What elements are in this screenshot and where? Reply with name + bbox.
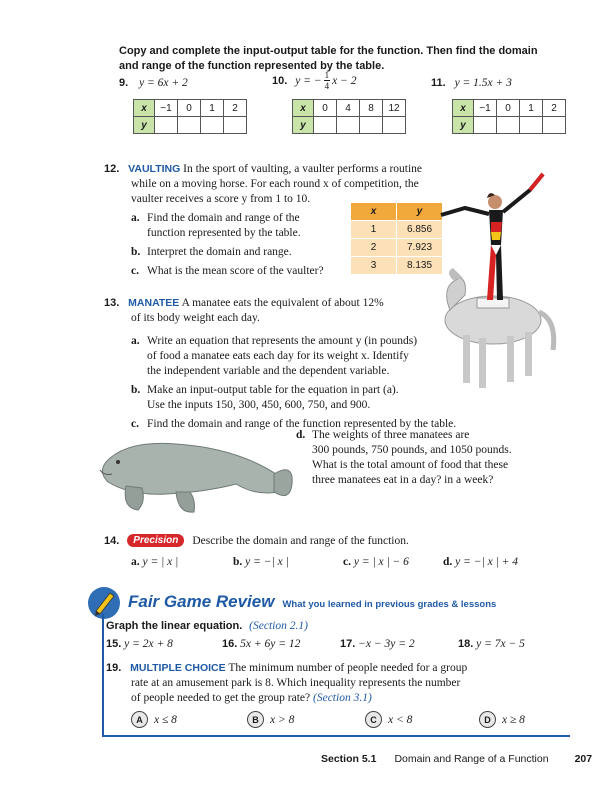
x-header: x [351, 203, 397, 221]
exercise-13-line-1: A manatee eats the equivalent of about 12% [181, 297, 384, 309]
exercise-13-part-d [296, 428, 556, 488]
option-text: x ≥ 8 [502, 713, 525, 726]
x-cell: 0 [314, 100, 337, 117]
x-cell: 1 [201, 100, 224, 117]
exercise-11-table [452, 99, 566, 134]
question-number: 19. [106, 662, 122, 674]
x-cell: −1 [155, 100, 178, 117]
table-cell: 6.856 [397, 221, 443, 239]
fair-game-title: Fair Game Review [128, 592, 275, 611]
y-cell [178, 117, 201, 134]
option-letter: B [247, 711, 264, 728]
equation: y = 2x + 8 [124, 638, 173, 650]
part-b-function: y = −| x | [245, 556, 289, 568]
part-c-function: y = | x | − 6 [353, 556, 409, 568]
section-reference: (Section 3.1) [313, 692, 372, 704]
question-keyword: MULTIPLE CHOICE [130, 662, 226, 674]
fraction-numerator: 1 [324, 70, 330, 80]
part-a-line-1: Write an equation that represents the amount y (in pounds) [147, 335, 418, 347]
linear-equation-list [106, 638, 576, 654]
y-cell [314, 117, 337, 134]
exercise-12-number: 12. [104, 163, 120, 175]
exercise-14-number: 14. [104, 534, 120, 547]
option-b[interactable] [247, 711, 294, 728]
option-a[interactable] [131, 711, 177, 728]
item-number: 16. [222, 638, 238, 650]
part-a-item [131, 556, 178, 568]
part-a-function: y = | x | [142, 556, 179, 568]
part-b-line-1: Make an input-output table for the equation in part (a). [147, 384, 399, 396]
part-b: Interpret the domain and range. [147, 246, 292, 258]
part-d-line-3: What is the total amount of food that these [312, 459, 509, 471]
manatee-illustration [86, 422, 296, 522]
exercise-13-keyword: MANATEE [128, 297, 180, 309]
exercise-9-number: 9. [119, 77, 129, 89]
part-label: c. [131, 265, 139, 277]
part-a-line-2: of food a manatee eats each day for its weight x. Identify [147, 350, 409, 362]
y-cell [543, 117, 566, 134]
option-text: x < 8 [388, 713, 413, 726]
part-d-function: y = −| x | + 4 [455, 556, 518, 568]
part-label: a. [131, 212, 140, 224]
exercise-13-parts [131, 334, 531, 432]
fair-game-subtitle: What you learned in previous grades & lessons [282, 599, 497, 610]
exercise-13-text [104, 296, 444, 326]
exercise-12-keyword: VAULTING [128, 163, 181, 175]
equation: 5x + 6y = 12 [240, 638, 301, 650]
exercise-12-line-3: vaulter receives a score y from 1 to 10. [131, 193, 311, 205]
item-number: 18. [458, 638, 474, 650]
part-b-item [233, 556, 289, 568]
list-item [340, 638, 415, 650]
page-footer [321, 753, 592, 765]
item-number: 15. [106, 638, 122, 650]
exercise-10-table [292, 99, 406, 134]
exercise-14-text: Describe the domain and range of the function. [192, 534, 409, 547]
y-header: y [453, 117, 474, 134]
y-cell [383, 117, 406, 134]
table-cell: 1 [351, 221, 397, 239]
y-cell [224, 117, 247, 134]
part-d-line-2: 300 pounds, 750 pounds, and 1050 pounds. [312, 444, 512, 456]
precision-badge: Precision [127, 534, 184, 547]
page-number: 207 [574, 753, 593, 765]
section-reference: (Section 2.1) [249, 620, 308, 632]
y-cell [497, 117, 520, 134]
part-label: b. [233, 556, 243, 568]
y-cell [520, 117, 543, 134]
option-letter: A [131, 711, 148, 728]
table-cell: 7.923 [397, 239, 443, 257]
x-cell: 12 [383, 100, 406, 117]
y-header: y [293, 117, 314, 134]
instructions: Copy and complete the input-output table for the function. Then find the domain and range of the function represented by the table. [119, 45, 538, 72]
list-item [222, 638, 300, 650]
exercise-11-header [431, 77, 512, 89]
x-cell: 8 [360, 100, 383, 117]
y-cell [201, 117, 224, 134]
part-a-line-2: function represented by the table. [147, 227, 301, 239]
exercise-9-table [133, 99, 247, 134]
x-cell: −1 [474, 100, 497, 117]
exercise-12-parts [131, 211, 361, 279]
part-a-line-1: Find the domain and range of the [147, 212, 300, 224]
part-label: d. [443, 556, 453, 568]
part-d-line-4: three manatees eat in a day? in a week? [312, 474, 494, 486]
part-c: Find the domain and range of the function represented by the table. [147, 418, 457, 430]
y-header: y [134, 117, 155, 134]
exercise-10-header [272, 70, 357, 91]
table-cell: 3 [351, 257, 397, 275]
exercise-13-number: 13. [104, 297, 120, 309]
part-label: d. [296, 429, 306, 441]
footer-title: Domain and Range of a Function [394, 753, 549, 765]
option-text: x ≤ 8 [154, 713, 177, 726]
part-c: What is the mean score of the vaulter? [147, 265, 324, 277]
exercise-12-line-1: In the sport of vaulting, a vaulter performs a routine [183, 163, 423, 175]
part-label: b. [131, 246, 141, 258]
part-c-item [343, 556, 409, 568]
y-header: y [397, 203, 443, 221]
fair-game-header [128, 592, 496, 612]
x-header: x [293, 100, 314, 117]
answer-options [131, 711, 571, 729]
y-cell [155, 117, 178, 134]
part-d-item [443, 556, 518, 568]
exercise-10-eq-right: x − 2 [332, 74, 357, 87]
footer-section: Section 5.1 [321, 753, 377, 765]
x-cell: 4 [337, 100, 360, 117]
graph-instruction [106, 620, 308, 632]
option-letter: D [479, 711, 496, 728]
exercise-14-header [104, 534, 409, 547]
option-text: x > 8 [270, 713, 295, 726]
fraction-denominator: 4 [324, 81, 330, 91]
graph-label: Graph the linear equation. [106, 620, 243, 632]
item-number: 17. [340, 638, 356, 650]
part-b-line-2: Use the inputs 150, 300, 450, 600, 750, and 900. [147, 399, 371, 411]
question-line-3: of people needed to get the group rate? [131, 692, 311, 704]
x-cell: 2 [543, 100, 566, 117]
x-header: x [134, 100, 155, 117]
question-line-1: The minimum number of people needed for a group [228, 662, 468, 674]
exercise-10-eq-left: y = − [295, 74, 322, 87]
part-label: c. [343, 556, 351, 568]
x-cell: 1 [520, 100, 543, 117]
fraction [324, 70, 331, 91]
exercise-12-text [104, 162, 484, 207]
question-19 [106, 661, 566, 706]
list-item [106, 638, 173, 650]
option-c[interactable] [365, 711, 412, 728]
table-cell: 8.135 [397, 257, 443, 275]
option-letter: C [365, 711, 382, 728]
part-a-line-3: the independent variable and the dependent variable. [147, 365, 390, 377]
part-label: a. [131, 335, 140, 347]
part-d-line-1: The weights of three manatees are [312, 429, 470, 441]
question-line-2: rate at an amusement park is 8. Which inequality represents the number [131, 677, 461, 689]
part-label: c. [131, 418, 139, 430]
y-cell [360, 117, 383, 134]
y-cell [474, 117, 497, 134]
exercise-9-equation: y = 6x + 2 [139, 77, 188, 89]
vaulting-table [351, 203, 442, 275]
equation: y = 7x − 5 [476, 638, 525, 650]
exercise-13-line-2: of its body weight each day. [131, 312, 260, 324]
part-label: b. [131, 384, 141, 396]
x-cell: 2 [224, 100, 247, 117]
exercise-11-equation: y = 1.5x + 3 [454, 77, 512, 89]
exercise-11-number: 11. [431, 77, 446, 89]
exercise-12-line-2: while on a moving horse. For each round x of competition, the [131, 178, 419, 190]
exercise-10-number: 10. [272, 74, 288, 87]
option-d[interactable] [479, 711, 525, 728]
part-label: a. [131, 556, 140, 568]
equation: −x − 3y = 2 [358, 638, 415, 650]
x-header: x [453, 100, 474, 117]
x-cell: 0 [178, 100, 201, 117]
x-cell: 0 [497, 100, 520, 117]
table-cell: 2 [351, 239, 397, 257]
list-item [458, 638, 525, 650]
y-cell [337, 117, 360, 134]
exercise-9-header [119, 77, 188, 89]
